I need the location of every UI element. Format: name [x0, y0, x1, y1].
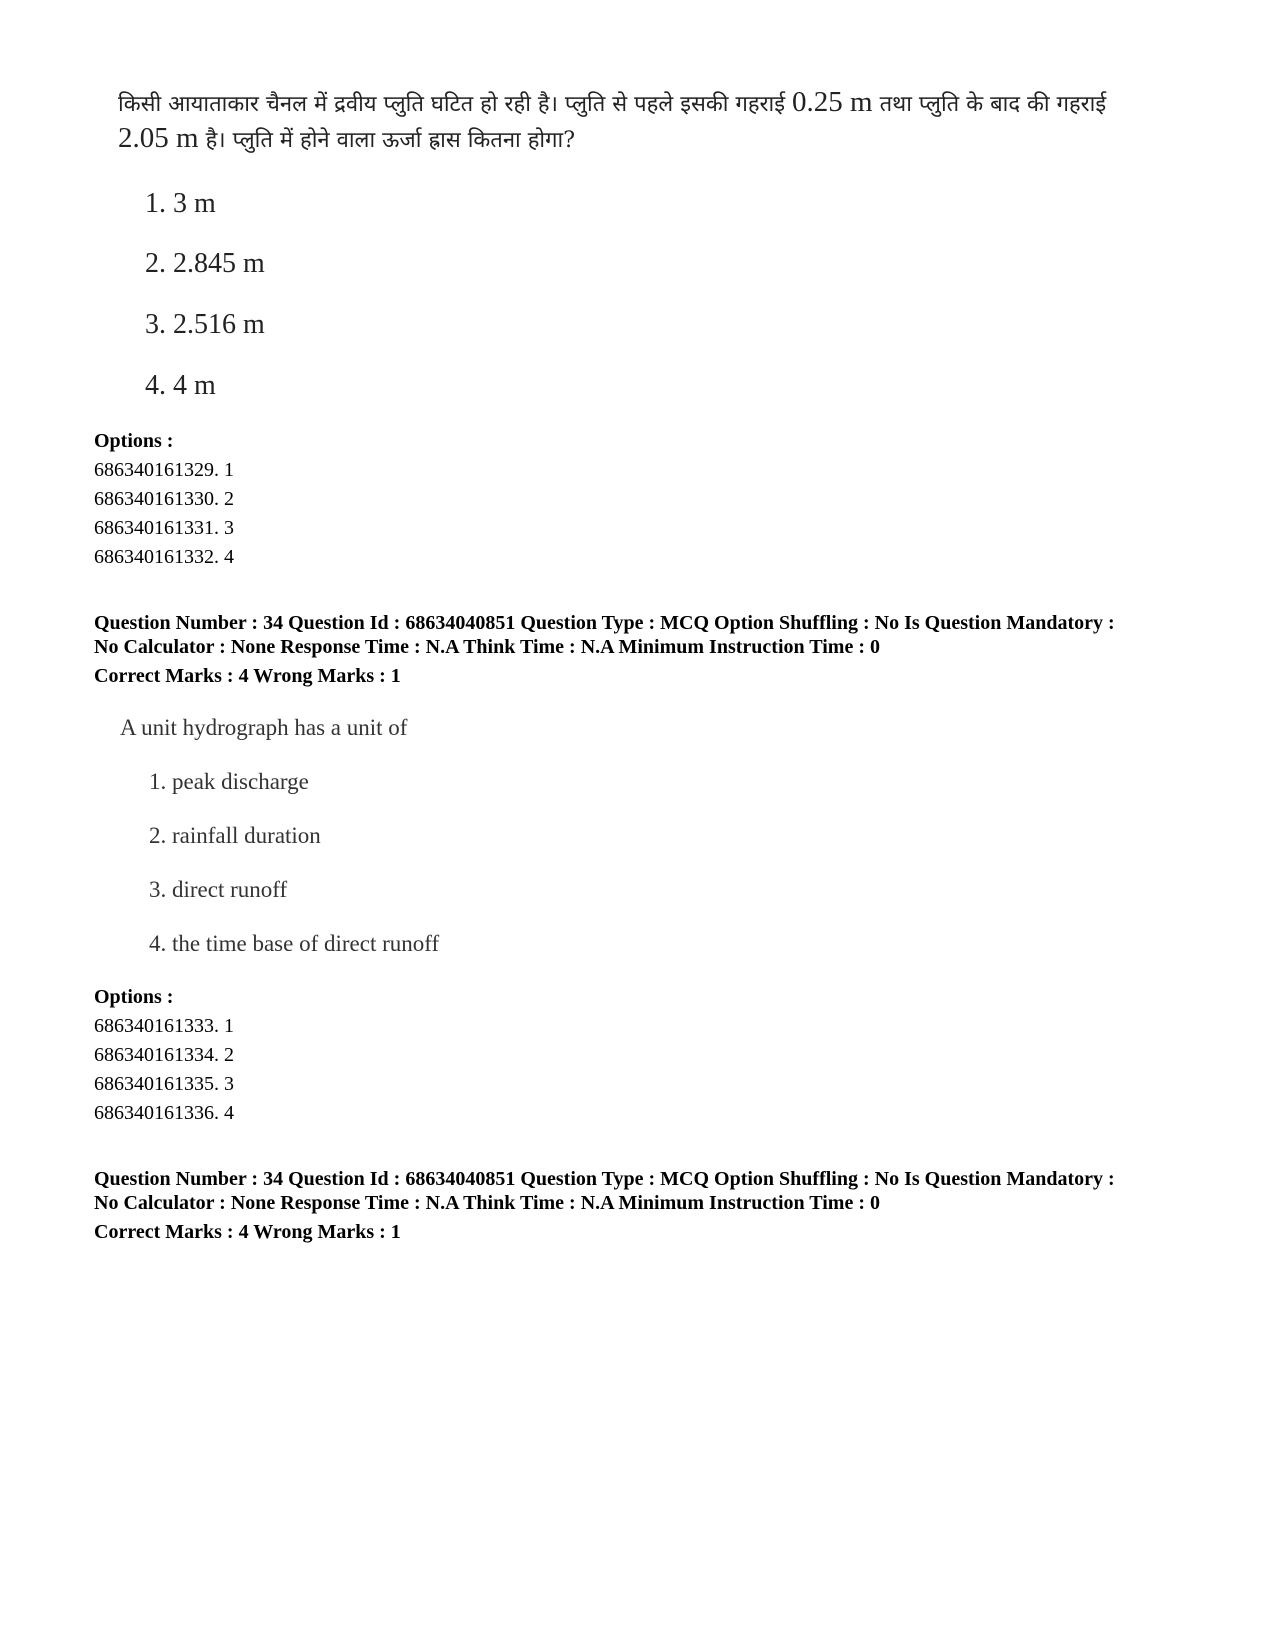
question-33-choice-2: 2. 2.845 m — [145, 248, 265, 279]
question-34-choice-4: 4. the time base of direct runoff — [149, 931, 440, 956]
question-33-stem-line-1 — [118, 86, 1106, 119]
question-marks: Correct Marks : 4 Wrong Marks : 1 — [94, 665, 401, 687]
option-row: 686340161335. 3 — [94, 1073, 234, 1095]
option-row: 686340161331. 3 — [94, 517, 234, 539]
stem-value: 2.05 m — [118, 122, 199, 154]
question-meta-line-2: No Calculator : None Response Time : N.A Think Time : N.A Minimum Instruction Time : 0 — [94, 1192, 880, 1214]
question-33-choice-4: 4. 4 m — [145, 370, 216, 401]
stem-value: 0.25 m — [792, 86, 873, 118]
option-row: 686340161333. 1 — [94, 1015, 234, 1037]
question-33-choice-3: 3. 2.516 m — [145, 309, 265, 340]
question-meta-line-1: Question Number : 34 Question Id : 68634040851 Question Type : MCQ Option Shuffling : No Is Question Mandatory : — [94, 612, 1115, 634]
question-meta-line-2: No Calculator : None Response Time : N.A Think Time : N.A Minimum Instruction Time : 0 — [94, 636, 880, 658]
question-34-choice-3: 3. direct runoff — [149, 877, 288, 902]
stem-text: किसी आयाताकार चैनल में द्रवीय प्लुति घटित हो रही है। प्लुति से पहले इसकी गहराई — [118, 92, 786, 117]
stem-text: तथा प्लुति के बाद की गहराई — [879, 92, 1107, 117]
stem-text: है। प्लुति में होने वाला ऊर्जा ह्रास कितना होगा? — [205, 128, 575, 153]
options-heading: Options : — [94, 986, 174, 1008]
question-33-choice-1: 1. 3 m — [145, 188, 216, 219]
question-34-choice-1: 1. peak discharge — [149, 769, 309, 794]
question-marks: Correct Marks : 4 Wrong Marks : 1 — [94, 1221, 401, 1243]
option-row: 686340161329. 1 — [94, 459, 234, 481]
question-34-stem: A unit hydrograph has a unit of — [120, 715, 408, 740]
option-row: 686340161334. 2 — [94, 1044, 234, 1066]
options-heading: Options : — [94, 430, 174, 452]
question-33-stem-line-2 — [118, 122, 575, 155]
question-34-choice-2: 2. rainfall duration — [149, 823, 321, 848]
option-row: 686340161330. 2 — [94, 488, 234, 510]
option-row: 686340161332. 4 — [94, 546, 234, 568]
option-row: 686340161336. 4 — [94, 1102, 234, 1124]
question-meta-line-1: Question Number : 34 Question Id : 68634040851 Question Type : MCQ Option Shuffling : No Is Question Mandatory : — [94, 1168, 1115, 1190]
